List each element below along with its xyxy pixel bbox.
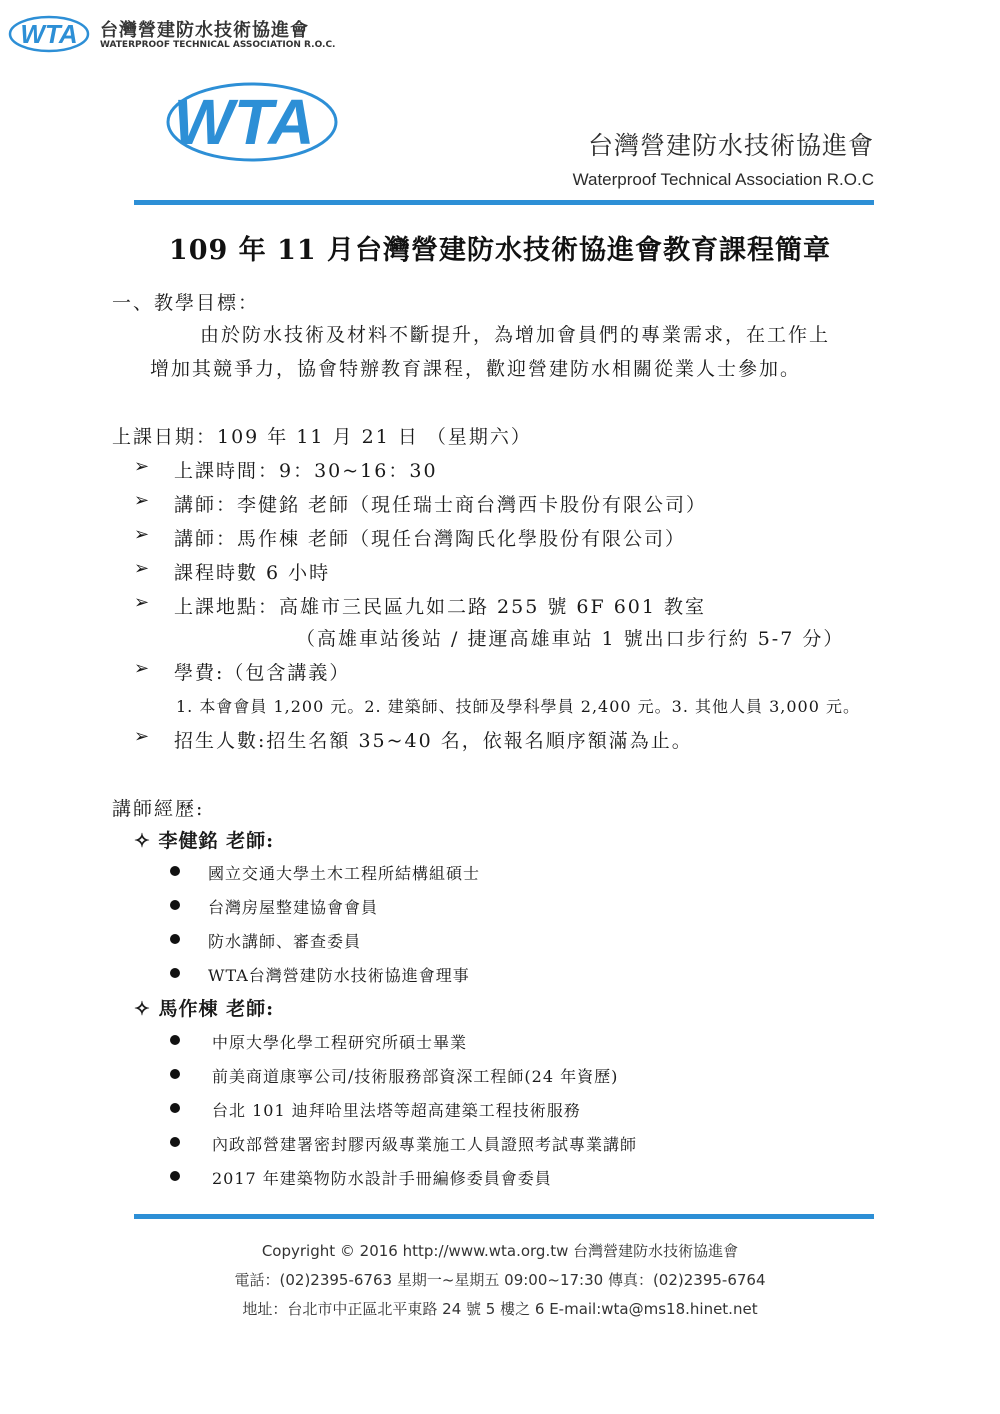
enrollment: 招生人數:招生名額 35~40 名，依報名順序額滿為止。 [174,730,693,752]
arrow-bullet-icon: ➢ [134,658,150,679]
instructor-2-line: 講師：馬作棟 老師（現任台灣陶氏化學股份有限公司） [174,528,687,550]
objective-line-2: 增加其競爭力，協會特辦教育課程，歡迎營建防水相關從業人士參加。 [150,358,802,380]
bullet-icon [170,1137,180,1147]
small-association-name-en: WATERPROOF TECHNICAL ASSOCIATION R.O.C. [100,40,336,50]
arrow-bullet-icon: ➢ [134,592,150,613]
course-date: 上課日期：109 年 11 月 21 日 （星期六） [112,426,532,448]
svg-text:WTA: WTA [20,19,78,49]
footer-contact: 電話：(02)2395-6763 星期一~星期五 09:00~17:30 傳真：(02)2395-6764 [234,1271,766,1289]
arrow-bullet-icon: ➢ [134,726,150,747]
instructor-2-item: 前美商道康寧公司/技術服務部資深工程師(24 年資歷) [212,1067,619,1086]
instructor-1-name: ✧ 李健銘 老師: [134,830,275,852]
objective-line-1: 由於防水技術及材料不斷提升，為增加會員們的專業需求，在工作上 [200,324,831,346]
instructor-1-item: 防水講師、審查委員 [208,932,362,951]
instructor-2-item: 台北 101 迪拜哈里法塔等超高建築工程技術服務 [212,1101,581,1120]
instructor-2-name: ✧ 馬作棟 老師: [134,998,275,1020]
arrow-bullet-icon: ➢ [134,524,150,545]
tuition-detail: 1. 本會會員 1,200 元。2. 建築師、技師及學科學員 2,400 元。3. 其他人員 3,000 元。 [176,697,860,716]
association-name-zh: 台灣營建防水技術協進會 [587,131,874,160]
instructor-2-item: 2017 年建築物防水設計手冊編修委員會委員 [212,1169,552,1188]
association-name-en: Waterproof Technical Association R.O.C [572,170,874,189]
instructor-1-item: 台灣房屋整建協會會員 [208,898,379,917]
tuition-heading: 學費:（包含講義） [174,662,351,684]
wta-small-logo-icon [8,14,90,54]
course-hours: 課程時數 6 小時 [174,562,331,584]
course-time: 上課時間：9：30~16：30 [174,460,438,482]
instructor-heading: 講師經歷: [112,798,205,820]
instructor-1-line: 講師：李健銘 老師（現任瑞士商台灣西卡股份有限公司） [174,494,708,516]
location-note: （高雄車站後站 / 捷運高雄車站 1 號出口步行約 5-7 分） [296,628,845,650]
arrow-bullet-icon: ➢ [134,490,150,511]
svg-text:WTA: WTA [173,86,315,158]
wta-logo-icon [160,78,340,168]
footer-address: 地址：台北市中正區北平東路 24 號 5 樓之 6 E-mail:wta@ms18.hinet.net [242,1300,758,1318]
bullet-icon [170,968,180,978]
bullet-icon [170,934,180,944]
instructor-2-item: 內政部營建署密封膠丙級專業施工人員證照考試專業講師 [212,1135,638,1154]
bullet-icon [170,1035,180,1045]
instructor-1-item: WTA台灣營建防水技術協進會理事 [208,966,470,985]
instructor-1-item: 國立交通大學土木工程所結構組碩士 [208,864,481,883]
footer-copyright: Copyright © 2016 http://www.wta.org.tw 台灣營建防水技術協進會 [261,1242,739,1260]
arrow-bullet-icon: ➢ [134,456,150,477]
bullet-icon [170,1069,180,1079]
objective-heading: 一、教學目標： [112,292,260,314]
arrow-bullet-icon: ➢ [134,558,150,579]
small-association-name-zh: 台灣營建防水技術協進會 [100,20,309,41]
bullet-icon [170,1171,180,1181]
bullet-icon [170,866,180,876]
bullet-icon [170,900,180,910]
header-divider [134,200,874,205]
document-title: 109 年 11 月台灣營建防水技術協進會教育課程簡章 [168,235,832,266]
instructor-2-item: 中原大學化學工程研究所碩士畢業 [212,1033,468,1052]
course-location: 上課地點：高雄市三民區九如二路 255 號 6F 601 教室 [174,596,707,618]
footer-divider [134,1214,874,1219]
bullet-icon [170,1103,180,1113]
